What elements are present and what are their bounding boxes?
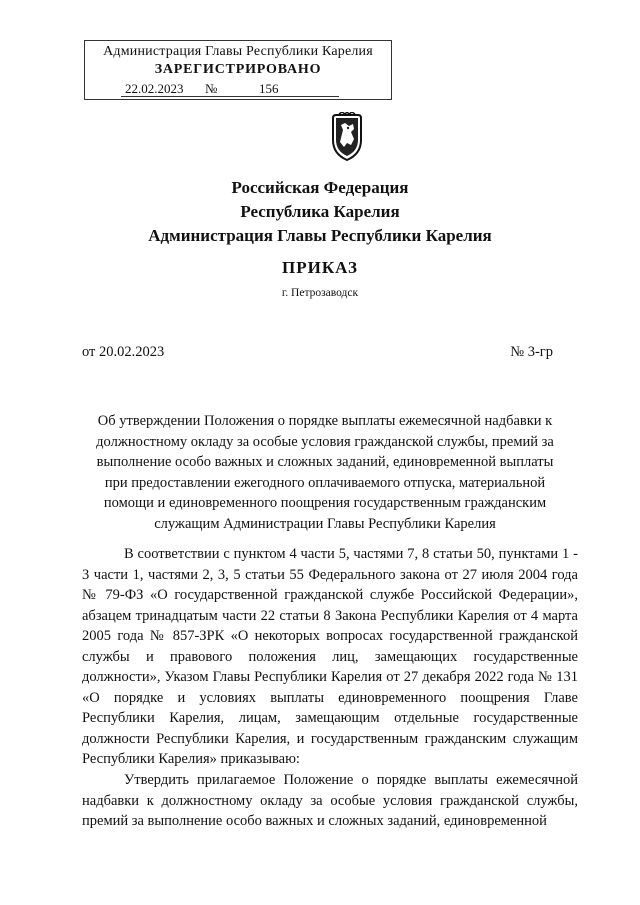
stamp-status: ЗАРЕГИСТРИРОВАНО (154, 62, 322, 77)
document-city: г. Петрозаводск (281, 287, 359, 299)
document-type: ПРИКАЗ (282, 258, 358, 277)
registration-stamp (84, 40, 392, 100)
document-number: № 3-гр (510, 344, 553, 360)
header-republic: Республика Карелия (240, 202, 400, 221)
document-date: от 20.02.2023 (82, 344, 165, 360)
stamp-registration-line (121, 81, 371, 96)
document-subject: Об утверждении Положения о порядке выплаты ежемесячной надбавки к должностному окладу за особые условия гражданской службы, премий за выполнение особо важных и сложных заданий, единовременной выплаты при предоставлении ежегодного оплачиваемого отпуска, материальной помощи и единовременного поощрения государственным гражданским служащим Администрации Главы Республики Карелия (96, 413, 554, 532)
stamp-reg-number: 156 (241, 81, 339, 97)
header-federation: Российская Федерация (231, 178, 409, 197)
stamp-no-label: № (205, 81, 241, 97)
karelia-coat-of-arms-icon (327, 112, 367, 162)
stamp-organization: Администрация Главы Республики Карелия (103, 44, 373, 59)
stamp-reg-date: 22.02.2023 (121, 81, 225, 97)
body-paragraph-1: В соответствии с пунктом 4 части 5, частями 7, 8 статьи 50, пунктами 1 - 3 части 1, частями 2, 3, 5 статьи 55 Федерального закона от 27 июля 2004 года № 79-ФЗ «О государственной гражданской службе Российской Федерации», абзацем тринадцатым части 22 статьи 8 Закона Республики Карелия от 4 марта 2005 года № 857-ЗРК «О некоторых вопросах государственной гражданской службы и правового положения лиц, замещающих государственные должности», Указом Главы Республики Карелия от 27 декабря 2022 года № 131 «О порядке и условиях выплаты единовременного поощрения Главе Республики Карелия, лицам, замещающим отдельные государственные должности Республики Карелия, и государственным гражданским служащим Республики Карелия» приказываю: (82, 546, 578, 767)
header-administration: Администрация Главы Республики Карелия (148, 226, 492, 245)
body-paragraph-2: Утвердить прилагаемое Положение о порядке выплаты ежемесячной надбавки к должностному окладу за особые условия гражданской службы, премий за выполнение особо важных и сложных заданий, единовременной (82, 772, 578, 829)
